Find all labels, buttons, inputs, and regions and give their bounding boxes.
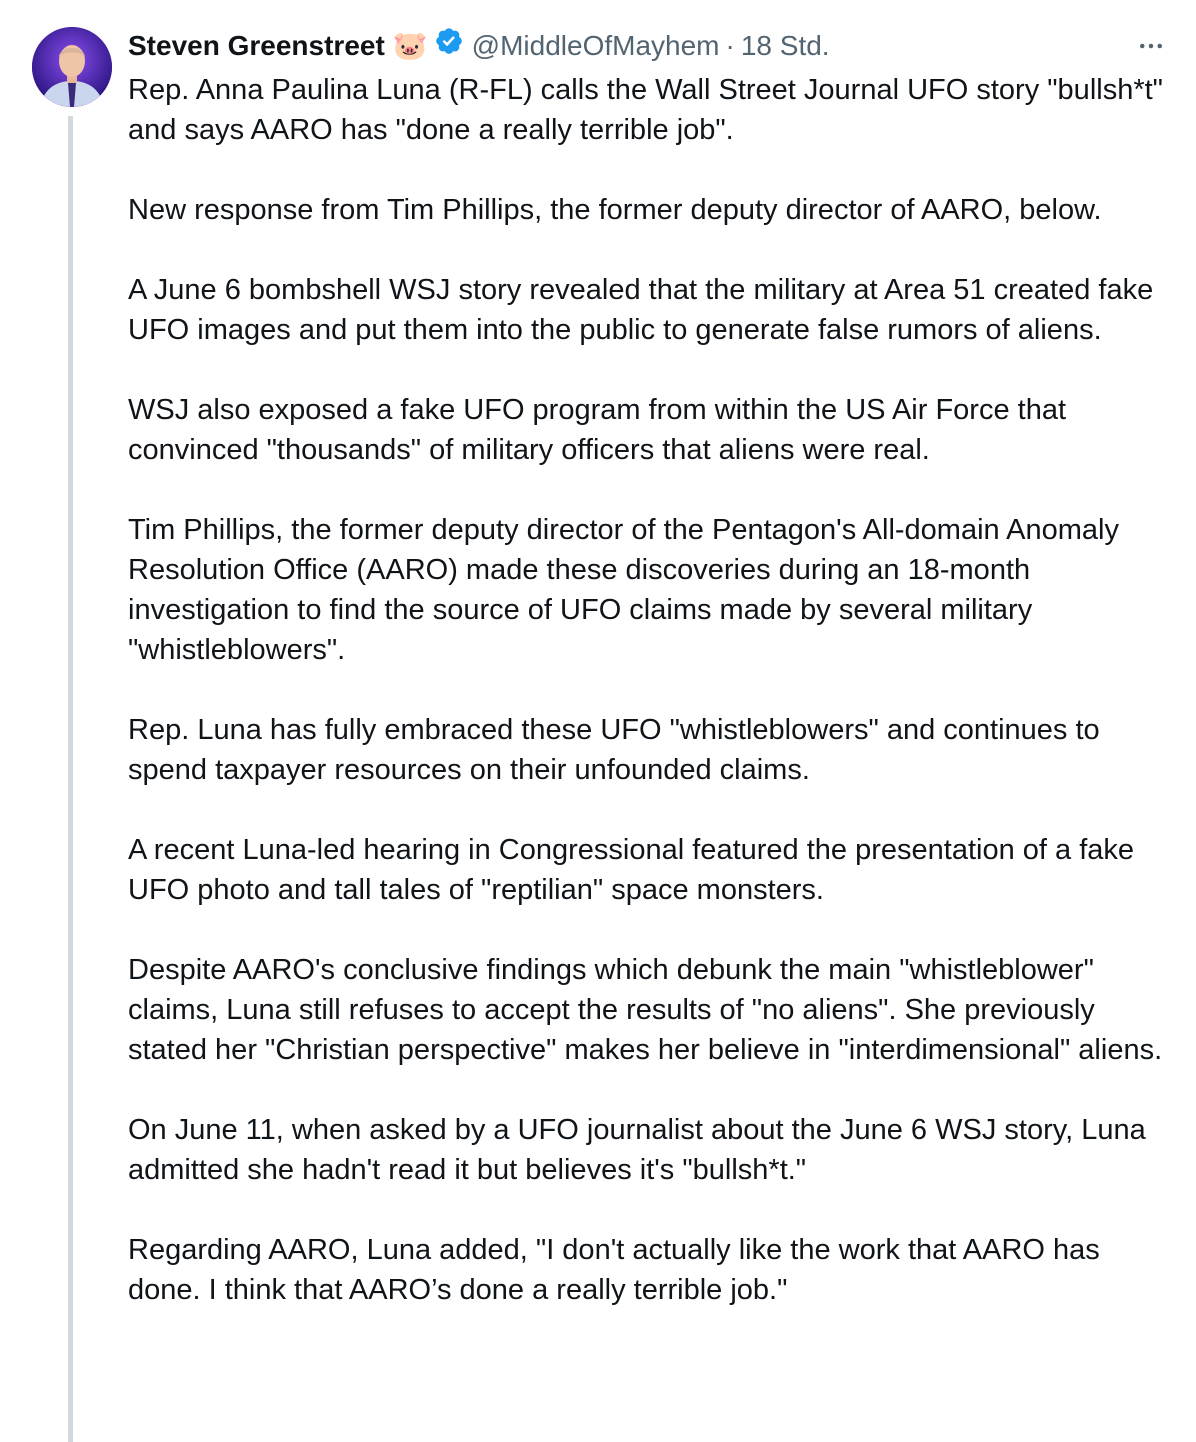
- tweet-timestamp[interactable]: 18 Std.: [740, 30, 830, 61]
- tweet-header: [128, 26, 1166, 66]
- thread-connector-line: [68, 116, 73, 1442]
- tweet-paragraph: Despite AARO's conclusive findings which debunk the main "whistleblower" claims, Luna still refuses to accept the results of "no aliens". She previously stated her "Christian perspective" makes her believe in "interdimensional" aliens.: [128, 954, 1163, 1066]
- tweet-paragraph: A recent Luna-led hearing in Congressional featured the presentation of a fake UFO photo and tall tales of "reptilian" space monsters.: [128, 834, 1135, 906]
- more-horizontal-icon: [1136, 31, 1166, 61]
- author-handle[interactable]: @MiddleOfMayhem: [471, 30, 720, 61]
- profile-photo: [32, 27, 112, 107]
- author-display-name[interactable]: Steven Greenstreet: [128, 30, 385, 61]
- tweet-paragraph: Tim Phillips, the former deputy director of the Pentagon's All-domain Anomaly Resolution Office (AARO) made these discoveries during an 18-month investigation to find the source of UFO claims made by several military "whistleblowers".: [128, 514, 1119, 666]
- meta-separator: ·: [725, 30, 735, 61]
- tweet-paragraph: New response from Tim Phillips, the former deputy director of AARO, below.: [128, 194, 1102, 226]
- pig-emoji: 🐷: [392, 30, 428, 61]
- tweet-paragraph: Rep. Anna Paulina Luna (R-FL) calls the Wall Street Journal UFO story "bullsh*t" and says AARO has "done a really terrible job".: [128, 74, 1163, 146]
- tweet-paragraph: Regarding AARO, Luna added, "I don't actually like the work that AARO has done. I think that AARO’s done a really terrible job.": [128, 1234, 1100, 1306]
- tweet-text: [128, 70, 1168, 1350]
- tweet-paragraph: WSJ also exposed a fake UFO program from within the US Air Force that convinced "thousands" of military officers that aliens were real.: [128, 394, 1067, 466]
- verified-badge-icon[interactable]: [434, 26, 464, 67]
- more-options-button[interactable]: [1136, 26, 1166, 66]
- tweet-paragraph: A June 6 bombshell WSJ story revealed that the military at Area 51 created fake UFO images and put them into the public to generate false rumors of aliens.: [128, 274, 1154, 346]
- avatar[interactable]: [32, 27, 112, 107]
- tweet-paragraph: Rep. Luna has fully embraced these UFO "whistleblowers" and continues to spend taxpayer resources on their unfounded claims.: [128, 714, 1100, 786]
- tweet-paragraph: On June 11, when asked by a UFO journalist about the June 6 WSJ story, Luna admitted she hadn't read it but believes it's "bullsh*t.": [128, 1114, 1146, 1186]
- verified-badge-svg: [434, 26, 464, 56]
